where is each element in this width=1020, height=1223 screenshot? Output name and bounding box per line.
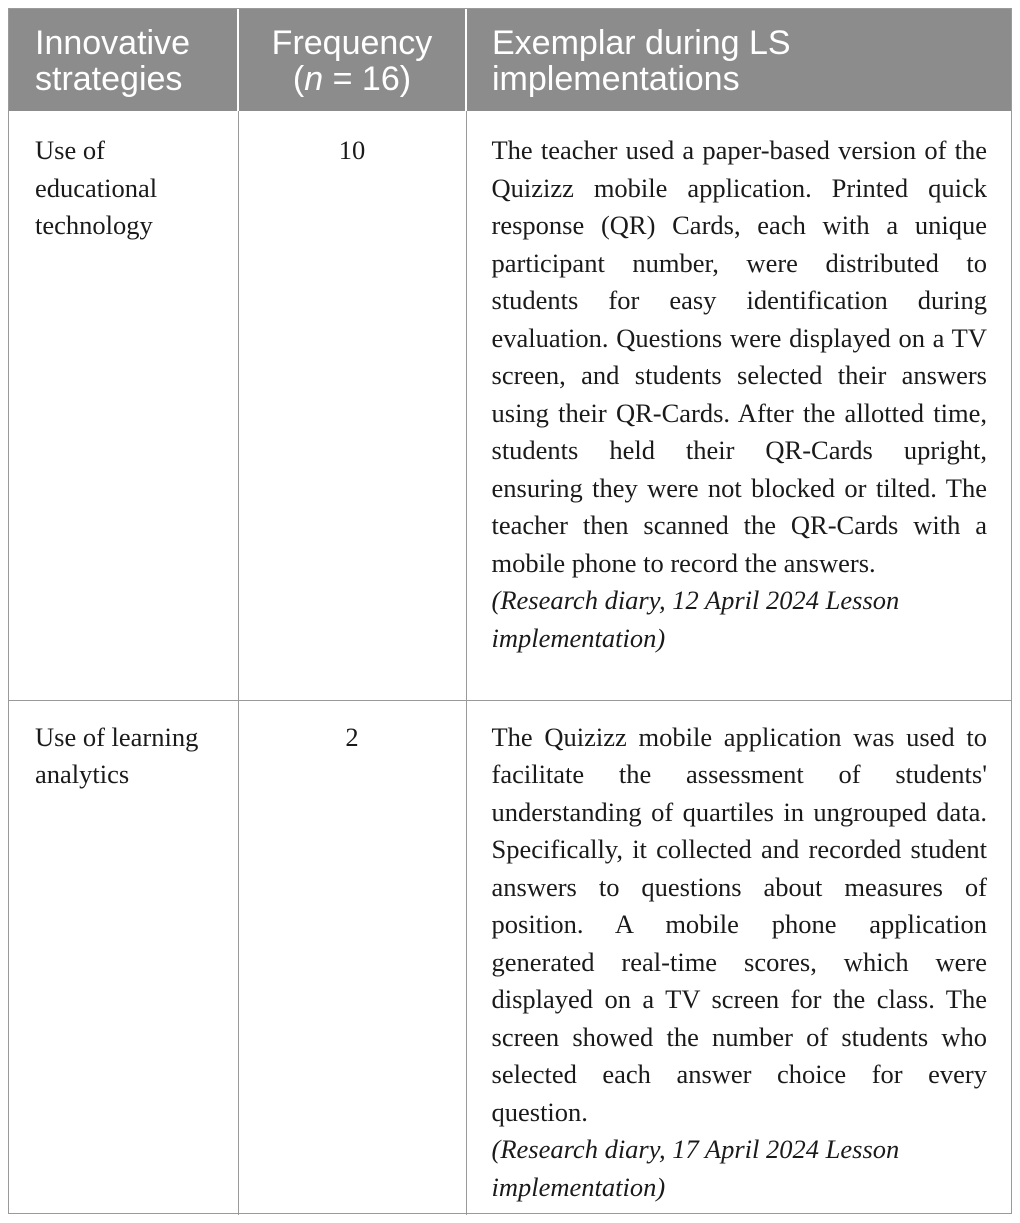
table-row (9, 700, 1011, 1215)
table (9, 9, 1011, 1215)
table-header (9, 9, 1011, 111)
exemplar-cell (466, 111, 1011, 700)
strategy-cell: Use of educational technology (9, 111, 238, 700)
frequency-cell: 2 (238, 700, 466, 1215)
header-frequency-n: (n = 16) (292, 60, 412, 98)
header-frequency (238, 9, 466, 111)
exemplar-citation: (Research diary, 12 April 2024 Lesson implementation) (491, 585, 900, 653)
exemplar-cell (466, 700, 1011, 1215)
frequency-cell: 10 (238, 111, 466, 700)
exemplar-citation: (Research diary, 17 April 2024 Lesson implementation) (491, 1134, 900, 1202)
exemplar-text: The Quizizz mobile application was used to facilitate the assessment of students' understanding of quartiles in ungrouped data. Specifically, it collected and recorded student answers to questions about measures of position. A mobile phone application generated real-time scores, which were displayed on a TV screen for the class. The screen showed the number of students who selected each answer choice for every question. (491, 721, 987, 1127)
table-body (9, 111, 1011, 1215)
header-exemplar-line2: implementations (492, 60, 740, 98)
header-exemplar-line1: Exemplar during LS (492, 24, 791, 62)
strategies-table (8, 8, 1012, 1214)
header-strategies-line2: strategies (35, 60, 183, 98)
strategy-cell: Use of learning analytics (9, 700, 238, 1215)
table-row (9, 111, 1011, 700)
header-innovative-strategies (9, 9, 238, 111)
header-row (9, 9, 1011, 111)
exemplar-text: The teacher used a paper-based version of the Quizizz mobile application. Printed quick response (QR) Cards, each with a unique participant number, were distributed to students for easy identification during evaluation. Questions were displayed on a TV screen, and students selected their answers using their QR-Cards. After the allotted time, students held their QR-Cards upright, ensuring they were not blocked or tilted. The teacher then scanned the QR-Cards with a mobile phone to record the answers. (491, 135, 987, 578)
header-frequency-line1: Frequency (271, 24, 433, 62)
header-exemplar (466, 9, 1011, 111)
header-strategies-line1: Innovative (35, 24, 190, 62)
